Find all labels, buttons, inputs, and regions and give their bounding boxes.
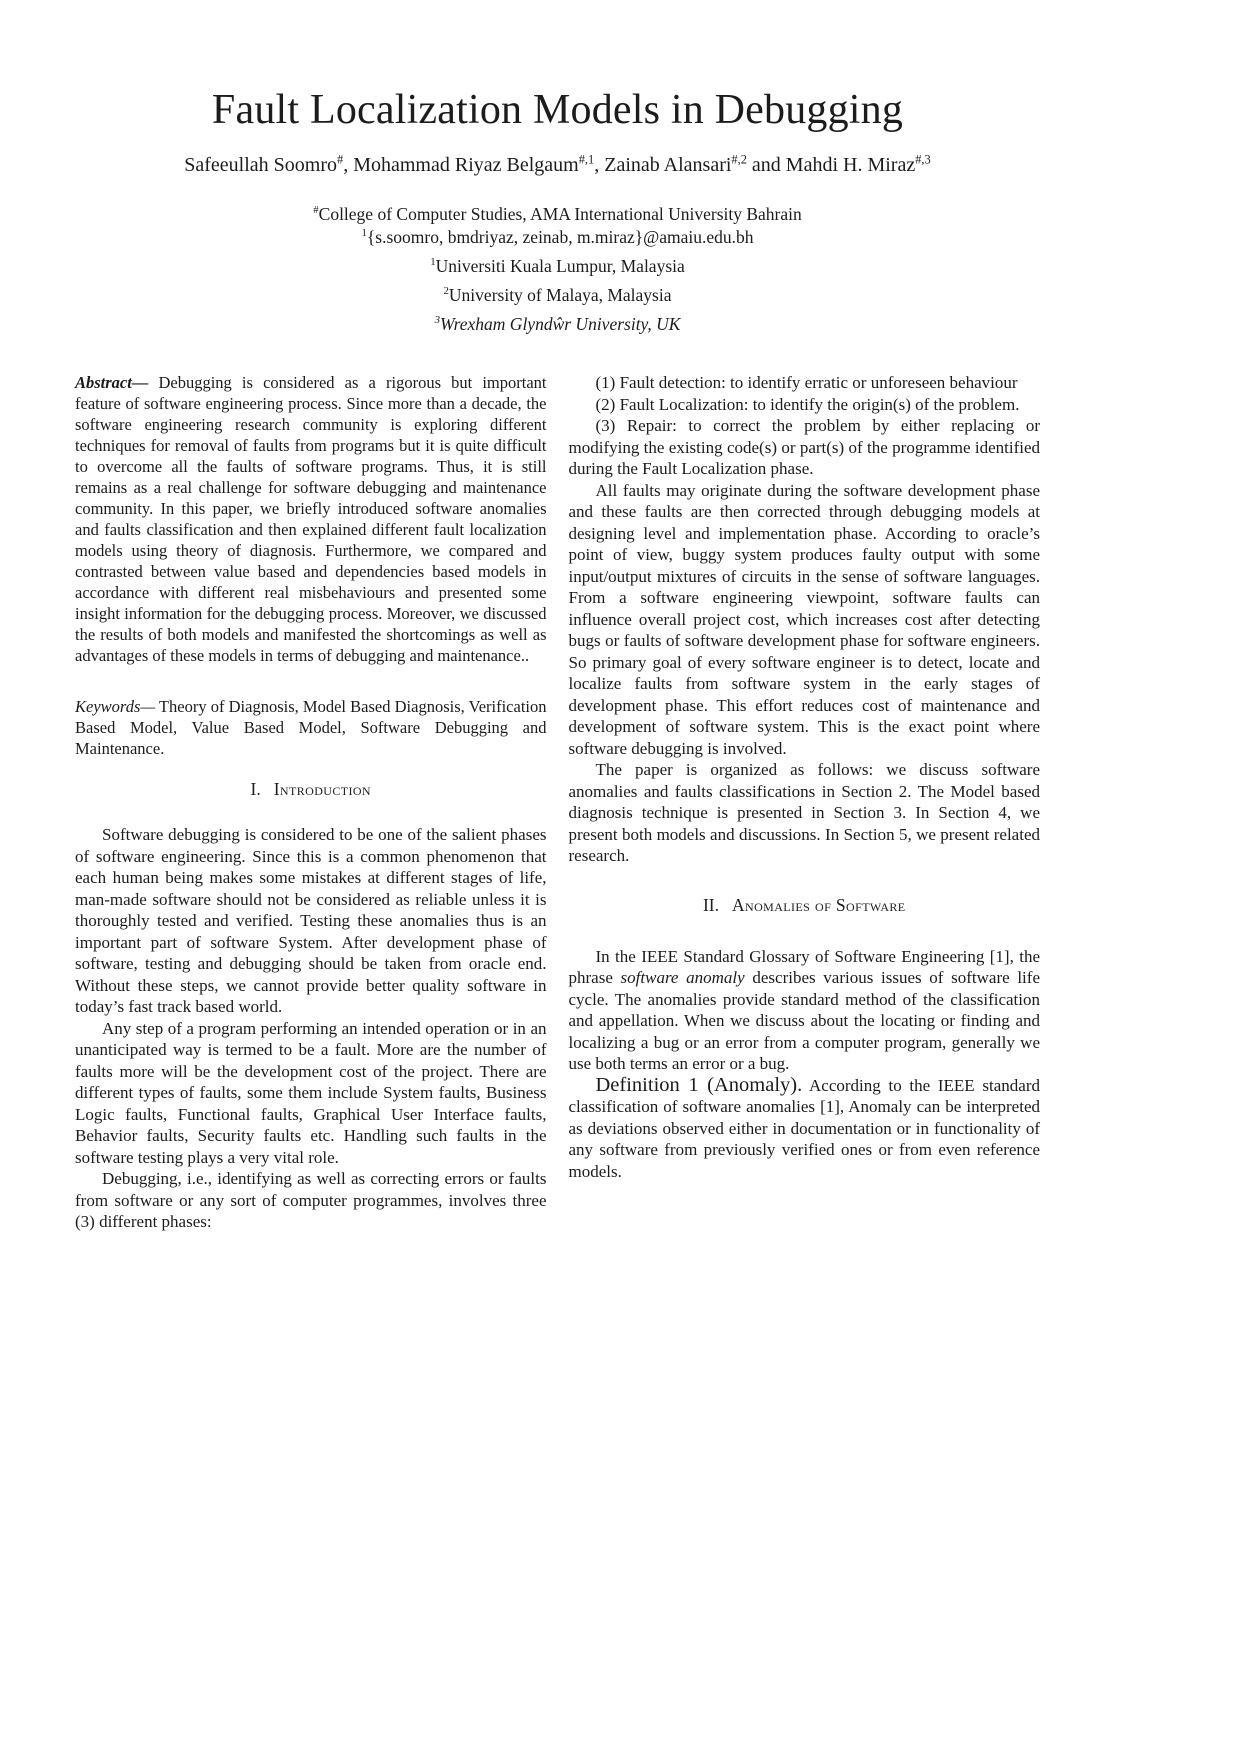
ieee-paragraph-segment: describes various issues of software life cycle. The anomalies provide standard method of the classification and appellation. When we discuss about the locating or finding and localizing a bug or an error from a computer program, generally we use both terms an error or a bug. bbox=[568, 968, 1040, 1073]
authors-line bbox=[75, 154, 1040, 177]
author-superscript: #,2 bbox=[731, 152, 747, 167]
abstract-text: Debugging is considered as a rigorous but important feature of software engineering process. Since more than a decade, the software engineering research community is exploring different techniques for removal of faults from programs but it is quite difficult to overcome all the faults of software programs. Thus, it is still remains as a real challenge for software debugging and maintenance community. In this paper, we briefly introduced software anomalies and faults classification and then explained different fault localization models using theory of diagnosis. Furthermore, we compared and contrasted between value based and dependencies based models in accordance with different real misbehaviours and presented some insight information for the debugging process. Moreover, we discussed the results of both models and manifested the shortcomings as well as advantages of these models in terms of debugging and maintenance.. bbox=[75, 373, 547, 665]
affiliation-superscript: 2 bbox=[443, 285, 449, 298]
affiliation-superscript: 1 bbox=[361, 227, 367, 240]
affiliation-text: College of Computer Studies, AMA International University Bahrain bbox=[318, 204, 802, 224]
definition-text: According to the IEEE standard classification of software anomalies [1], Anomaly can be interpreted as deviations observed either in documentation or in functionality of any software from previously verified ones or from even reference models. bbox=[568, 1075, 1040, 1181]
body-paragraph-faults-origin: All faults may originate during the software development phase and these faults are then corrected through debugging models at designing level and implementation phase. According to oracle’s point of view, buggy system produces faulty output with some input/output mixtures of circuits in the sense of software languages. From a software engineering viewpoint, software faults can influence overall project cost, which increases cost after detecting bugs or faults of software development phase for software engineers. So primary goal of every software engineer is to detect, locate and localize faults from software system in the early stages of development phase. This effort reduces cost of maintenance and development of software system. This is the exact point where software debugging is involved. bbox=[568, 480, 1040, 758]
abstract-label: Abstract— bbox=[75, 373, 149, 392]
section-title: Anomalies of Software bbox=[732, 894, 906, 915]
italic-term-software-anomaly: software anomaly bbox=[620, 968, 745, 987]
section-title: Introduction bbox=[273, 779, 371, 799]
body-paragraph-paper-organization: The paper is organized as follows: we discuss software anomalies and faults classifications in Section 2. The Model based diagnosis technique is presented in Section 3. In Section 4, we present both models and discussions. In Section 5, we present related research. bbox=[568, 760, 1040, 865]
affiliation-text: Universiti Kuala Lumpur, Malaysia bbox=[435, 256, 685, 276]
author-name: Safeeullah Soomro bbox=[184, 154, 338, 176]
ieee-glossary-paragraph bbox=[569, 946, 1041, 1075]
affiliation-text: Wrexham Glyndŵr University, UK bbox=[439, 314, 681, 334]
author-superscript: #,1 bbox=[578, 152, 595, 167]
affiliation-email-text: {s.soomro, bmdriyaz, zeinab, m.miraz}@amaiu.edu.bh bbox=[366, 227, 754, 247]
intro-paragraph-1: Software debugging is considered to be one of the salient phases of software engineering. Since this is a common phenomenon that each human being makes some mistakes at different stages of life, man-made software should not be considered as reliable unless it is thoroughly tested and verified. Testing these anomalies thus is an important part of software System. After development phase of software, testing and debugging should be taken from oracle end. Without these steps, we cannot provide better quality software in today’s fast track based world. bbox=[75, 825, 547, 1016]
affiliation-superscript: 3 bbox=[434, 314, 440, 327]
abstract bbox=[75, 372, 547, 666]
definition-lead: Definition 1 (Anomaly). bbox=[595, 1073, 803, 1096]
author-superscript: #,3 bbox=[915, 152, 931, 167]
author-superscript: # bbox=[337, 152, 344, 167]
affiliation-line bbox=[75, 284, 1040, 307]
definition-paragraph bbox=[569, 1075, 1041, 1183]
section-number: II. bbox=[702, 894, 719, 915]
keywords-text: Theory of Diagnosis, Model Based Diagnosis, Verification Based Model, Value Based Model, Software Debugging and Maintenance. bbox=[75, 697, 547, 758]
phase-item-3: (3) Repair: to correct the problem by either replacing or modifying the existing code(s) or part(s) of the programme identified during the Fault Localization phase. bbox=[568, 416, 1040, 478]
keywords-label: Keywords— bbox=[75, 697, 156, 716]
phase-item-2: (2) Fault Localization: to identify the origin(s) of the problem. bbox=[595, 394, 1020, 414]
affiliation-line bbox=[75, 203, 1040, 226]
section-heading-introduction bbox=[75, 779, 547, 800]
section-heading-anomalies bbox=[569, 895, 1041, 916]
phase-item-1: (1) Fault detection: to identify erratic or unforeseen behaviour bbox=[595, 373, 1018, 392]
affiliations-block bbox=[75, 203, 1040, 336]
ieee-paragraph-segment: In the IEEE Standard Glossary of Software Engineering [1], the phrase bbox=[568, 946, 1040, 987]
affiliation-superscript: # bbox=[313, 204, 319, 217]
affiliation-line bbox=[75, 255, 1040, 278]
affiliation-line bbox=[75, 313, 1040, 336]
author-name: , Zainab Alansari bbox=[594, 154, 732, 176]
affiliation-line-email bbox=[75, 226, 1040, 249]
two-column-body bbox=[75, 372, 1040, 1233]
section-number: I. bbox=[250, 779, 261, 799]
author-name: and Mahdi H. Miraz bbox=[746, 154, 916, 176]
intro-paragraph-2: Any step of a program performing an intended operation or in an unanticipated way is termed to be a fault. More are the number of faults more will be the development cost of the project. There are different types of faults, some them include System faults, Business Logic faults, Functional faults, Graphical User Interface faults, Behavior faults, Security faults etc. Handling such faults in the software testing plays a very vital role. bbox=[75, 1018, 547, 1167]
intro-paragraph-3: Debugging, i.e., identifying as well as correcting errors or faults from software or any sort of computer programmes, involves three (3) different phases: bbox=[75, 1169, 547, 1231]
keywords bbox=[75, 696, 547, 759]
affiliation-superscript: 1 bbox=[430, 256, 436, 269]
right-column bbox=[569, 372, 1041, 1233]
left-column bbox=[75, 372, 547, 1233]
paper-title: Fault Localization Models in Debugging bbox=[211, 87, 904, 133]
author-name: , Mohammad Riyaz Belgaum bbox=[343, 154, 579, 176]
paper-header bbox=[75, 86, 1040, 336]
affiliation-text: University of Malaya, Malaysia bbox=[448, 285, 672, 305]
